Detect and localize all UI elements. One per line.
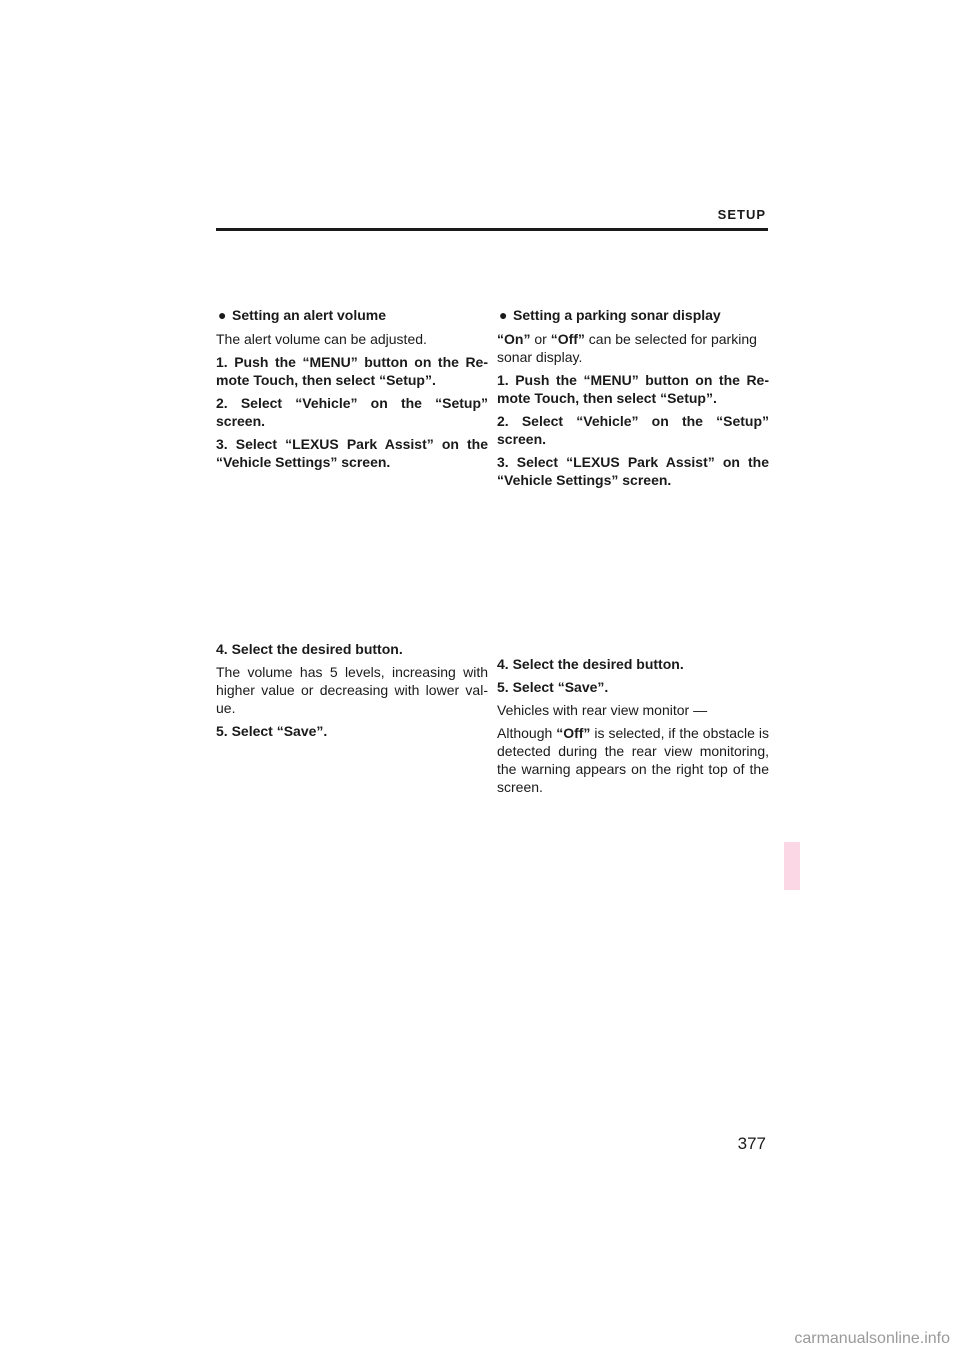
sonar-display-section	[497, 306, 769, 494]
alert-volume-step-5: 5. Select “Save”.	[216, 723, 328, 739]
bullet-icon: ●	[218, 307, 227, 323]
sonar-display-heading-text: Setting a parking sonar display	[513, 307, 721, 323]
alert-volume-step-4: 4. Select the desired button.	[216, 641, 403, 657]
sonar-display-step-3: 3. Select “LEXUS Park Assist” on the “Vehicle Settings” screen.	[497, 454, 769, 488]
although-text: Although	[497, 725, 557, 741]
chapter-tab-marker	[784, 842, 800, 890]
on-option-text: “On”	[497, 331, 531, 347]
or-text: or	[530, 331, 551, 347]
header-rule	[216, 228, 768, 231]
alert-volume-section	[216, 306, 488, 476]
rear-view-monitor-note: Vehicles with rear view monitor —	[497, 702, 708, 718]
rear-view-warning-note	[497, 724, 769, 796]
off-option-text: “Off”	[550, 331, 585, 347]
off-option-text: “Off”	[556, 725, 591, 741]
alert-volume-step-2: 2. Select “Vehicle” on the “Setup” screen.	[216, 395, 488, 429]
alert-volume-heading	[216, 306, 488, 324]
watermark-text: carmanualsonline.info	[794, 1330, 950, 1347]
page-number: 377	[737, 1134, 766, 1153]
sonar-display-section-continued	[497, 655, 769, 801]
alert-volume-heading-text: Setting an alert volume	[232, 307, 387, 323]
sonar-display-step-1: 1. Push the “MENU” button on the Re-mote Touch, then select “Setup”.	[497, 372, 769, 406]
section-title: SETUP	[717, 207, 766, 222]
sonar-display-step-5: 5. Select “Save”.	[497, 679, 609, 695]
intro-rest-text: can be selected for parking sonar display.	[497, 331, 757, 365]
alert-volume-step-1: 1. Push the “MENU” button on the Re-mote Touch, then select “Setup”.	[216, 354, 488, 388]
sonar-display-step-2: 2. Select “Vehicle” on the “Setup” screen.	[497, 413, 769, 447]
sonar-display-step-4: 4. Select the desired button.	[497, 656, 684, 672]
alert-volume-step-3: 3. Select “LEXUS Park Assist” on the “Vehicle Settings” screen.	[216, 436, 488, 470]
alert-volume-levels-note: The volume has 5 levels, increasing with higher value or decreasing with lower val-ue.	[216, 664, 488, 716]
warning-rest-text: is selected, if the obstacle is detected during the rear view monitoring, the warning appears on the right top of the screen.	[497, 725, 769, 795]
alert-volume-section-continued	[216, 640, 488, 745]
sonar-display-intro	[497, 330, 769, 366]
alert-volume-intro: The alert volume can be adjusted.	[216, 331, 427, 347]
sonar-display-heading	[497, 306, 769, 324]
bullet-icon: ●	[499, 307, 508, 323]
